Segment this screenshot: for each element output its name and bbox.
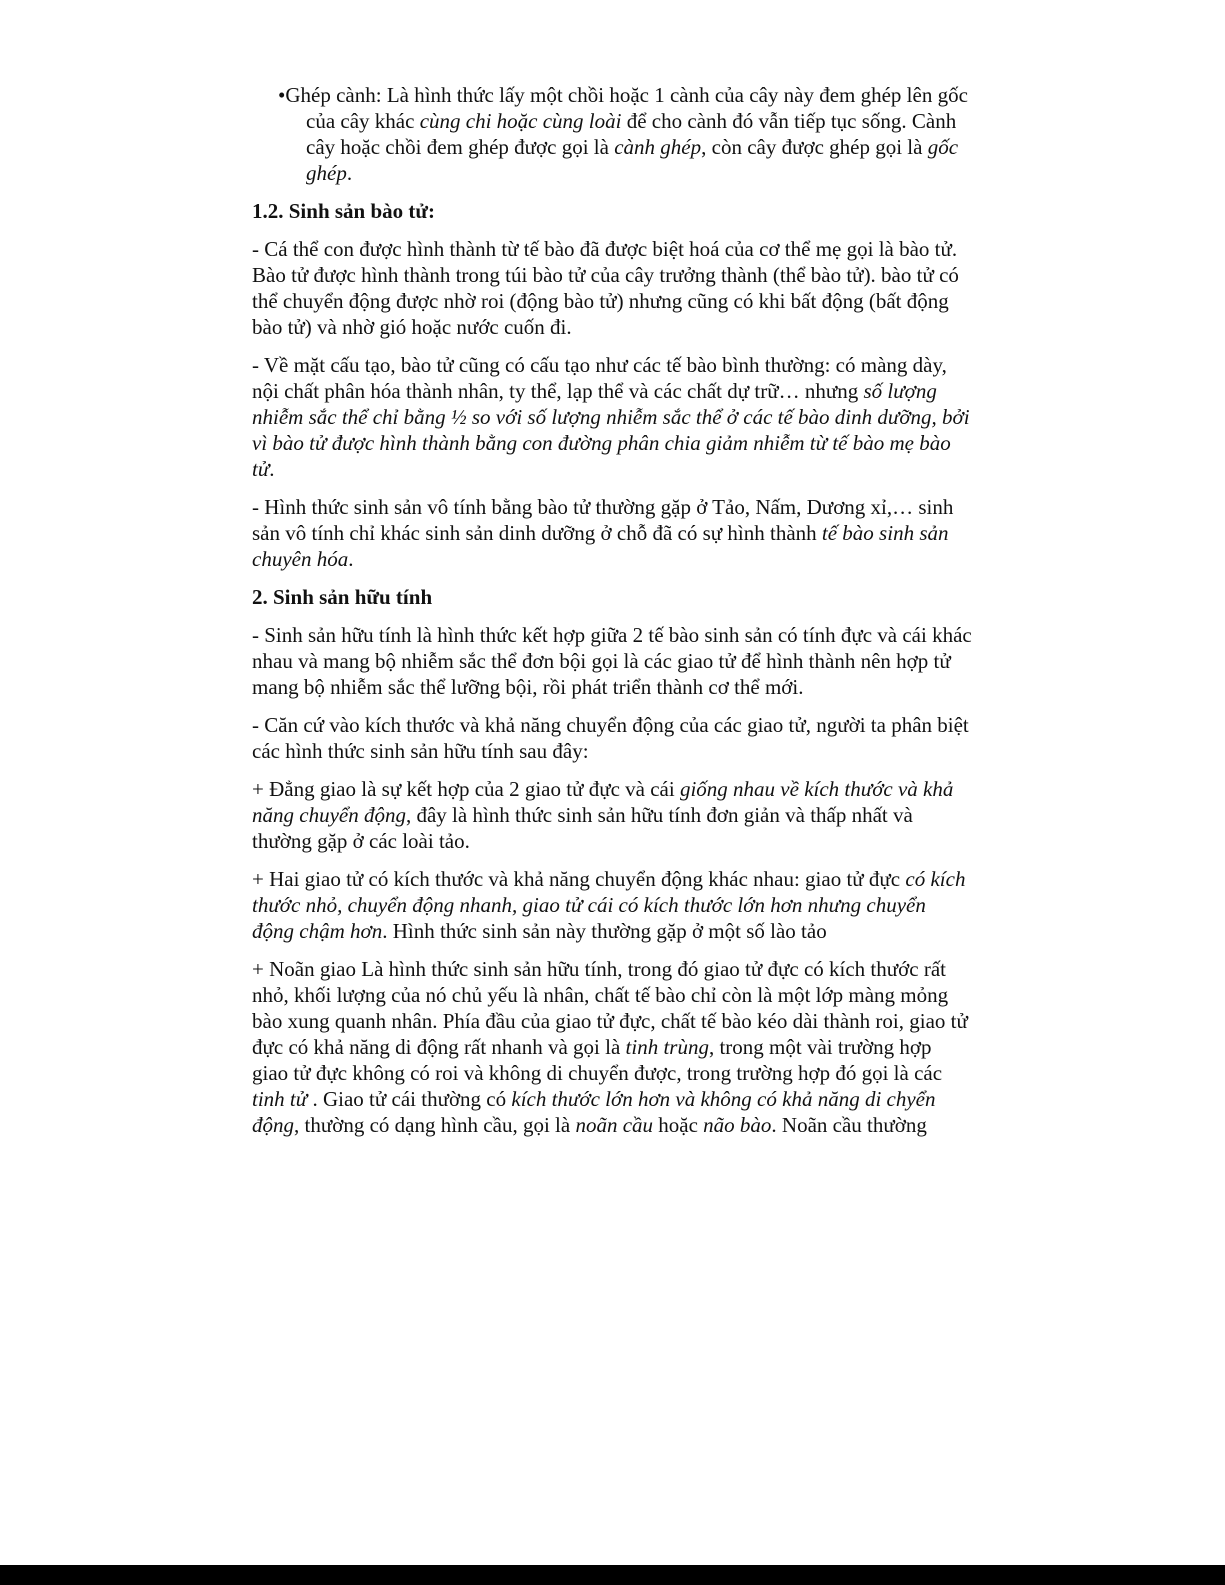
paragraph-spore-definition: - Cá thể con được hình thành từ tế bào đã được biệt hoá của cơ thể mẹ gọi là bào tử. Bào tử được hình thành trong túi bào tử của cây trưởng thành (thể bào tử). bào tử có thể chuyển động được nhờ roi (động bào tử) nhưng cũng có khi bất động (bất động bào tử) và nhờ gió hoặc nước cuốn đi. xyxy=(252,237,959,339)
section-heading-sexual-reproduction: 2. Sinh sản hữu tính xyxy=(252,585,433,609)
paragraph-spore-forms: - Hình thức sinh sản vô tính bằng bào tử thường gặp ở Tảo, Nấm, Dương xỉ,… sinh sản vô tính chỉ khác sinh sản dinh dưỡng ở chỗ đã có sự hình thành tế bào sinh sản chuyên hóa. xyxy=(252,495,954,571)
paragraph-spore-structure: - Về mặt cấu tạo, bào tử cũng có cấu tạo như các tế bào bình thường: có màng dày, nội chất phân hóa thành nhân, ty thể, lạp thể và các chất dự trữ… nhưng số lượng nhiễm sắc thể chỉ bằng ½ so với số lượng nhiễm sắc thể ở các tế bào dinh dưỡng, bởi vì bào tử được hình thành bằng con đường phân chia giảm nhiễm từ tế bào mẹ bào tử. xyxy=(252,353,970,481)
paragraph-sexual-classification: - Căn cứ vào kích thước và khả năng chuyển động của các giao tử, người ta phân biệt các hình thức sinh sản hữu tính sau đây: xyxy=(252,713,969,763)
section-heading-spore-reproduction: 1.2. Sinh sản bào tử: xyxy=(252,199,435,223)
bullet-paragraph-grafting: •Ghép cành: Là hình thức lấy một chồi hoặc 1 cành của cây này đem ghép lên gốc của cây khác cùng chi hoặc cùng loài để cho cành đó vẫn tiếp tục sống. Cành cây hoặc chồi đem ghép được gọi là cành ghép, còn cây được ghép gọi là gốc ghép. xyxy=(278,83,968,185)
paragraph-oogamy: + Noãn giao Là hình thức sinh sản hữu tính, trong đó giao tử đực có kích thước rất nhỏ, khối lượng của nó chủ yếu là nhân, chất tế bào chỉ còn là một lớp màng mỏng bào xung quanh nhân. Phía đầu của giao tử đực, chất tế bào kéo dài thành roi, giao tử đực có khả năng di động rất nhanh và gọi là tinh trùng, trong một vài trường hợp giao tử đực không có roi và không di chuyển được, trong trường hợp đó gọi là các tinh tử . Giao tử cái thường có kích thước lớn hơn và không có khả năng di chyển động, thường có dạng hình cầu, gọi là noãn cầu hoặc não bào. Noãn cầu thường xyxy=(252,957,968,1137)
paragraph-sexual-definition: - Sinh sản hữu tính là hình thức kết hợp giữa 2 tế bào sinh sản có tính đực và cái khác nhau và mang bộ nhiễm sắc thể đơn bội gọi là các giao tử để hình thành nên hợp tử mang bộ nhiễm sắc thể lưỡng bội, rồi phát triển thành cơ thể mới. xyxy=(252,623,972,699)
paragraph-anisogamy: + Hai giao tử có kích thước và khả năng chuyển động khác nhau: giao tử đực có kích thước nhỏ, chuyển động nhanh, giao tử cái có kích thước lớn hơn nhưng chuyển động chậm hơn. Hình thức sinh sản này thường gặp ở một số lào tảo xyxy=(252,867,966,943)
document-page xyxy=(252,82,972,1150)
bullet-dot: • xyxy=(278,83,286,107)
bottom-border-bar xyxy=(0,1565,1225,1585)
paragraph-isogamy: + Đẳng giao là sự kết hợp của 2 giao tử đực và cái giống nhau về kích thước và khả năng chuyển động, đây là hình thức sinh sản hữu tính đơn giản và thấp nhất và thường gặp ở các loài tảo. xyxy=(252,777,954,853)
